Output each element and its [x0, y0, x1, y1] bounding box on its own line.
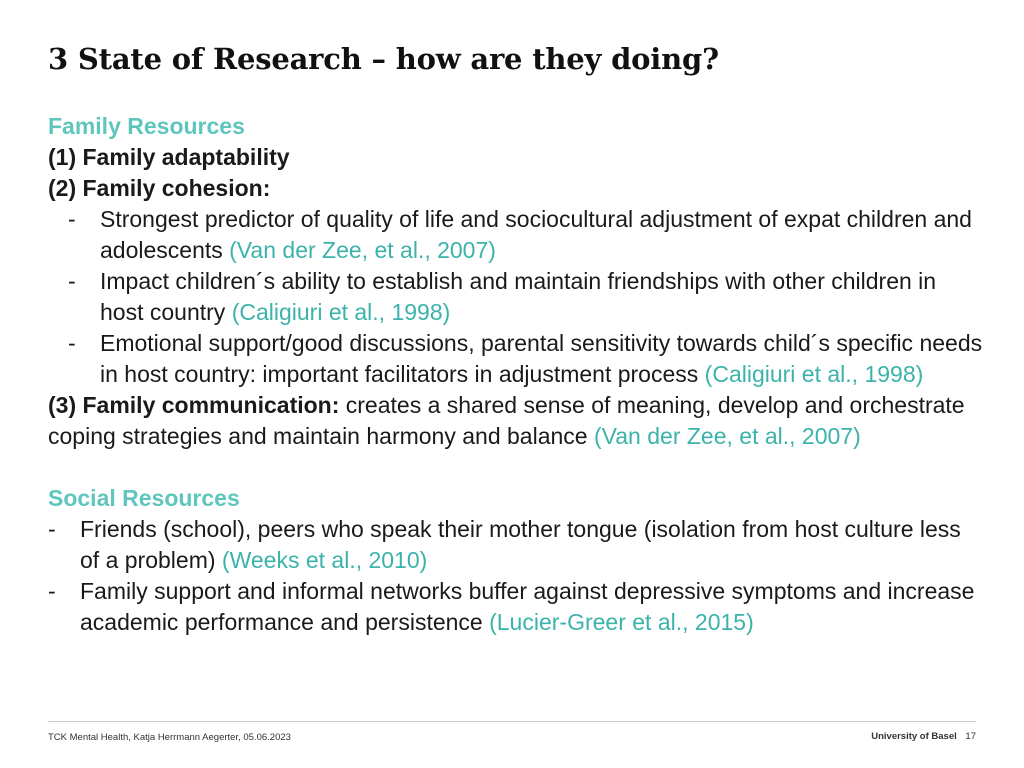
family-communication-text: creates a shared sense of meaning, develop and orchestrate coping strategies and maintain harmony and balance [48, 392, 965, 449]
footer-right [871, 731, 976, 742]
list-item [48, 576, 983, 638]
bullet-text: Family support and informal networks buffer against depressive symptoms and increase academic performance and persistence [80, 578, 975, 635]
citation: (Van der Zee, et al., 2007) [593, 423, 861, 449]
citation: (Weeks et al., 2010) [221, 547, 428, 573]
family-communication-label: (3) Family communication: [48, 392, 340, 418]
spacer [48, 452, 983, 483]
bullet-dash: - [68, 268, 76, 294]
bullet-text: Impact children´s ability to establish and maintain friendships with other children in host country [100, 268, 937, 325]
citation: (Caligiuri et al., 1998) [704, 361, 924, 387]
list-item [48, 514, 983, 576]
citation: (Van der Zee, et al., 2007) [229, 237, 496, 263]
bullet-text: Friends (school), peers who speak their mother tongue (isolation from host culture less of a problem) [80, 516, 961, 573]
citation: (Lucier-Greer et al., 2015) [489, 609, 754, 635]
citation: (Caligiuri et al., 1998) [231, 299, 451, 325]
list-item [48, 204, 983, 266]
bullet-dash: - [48, 516, 56, 542]
family-communication-item [48, 390, 983, 452]
list-item [48, 266, 983, 328]
page-number: 17 [965, 731, 976, 742]
footer-divider [48, 721, 976, 722]
bullet-text: Strongest predictor of quality of life and sociocultural adjustment of expat children and adolescents [100, 206, 972, 263]
slide-content [48, 111, 983, 638]
family-resources-heading: Family Resources [48, 113, 245, 139]
bullet-dash: - [68, 206, 76, 232]
family-cohesion-item: (2) Family cohesion: [48, 175, 271, 201]
slide-title: 3 State of Research – how are they doing? [48, 42, 719, 76]
social-resources-heading: Social Resources [48, 485, 240, 511]
bullet-dash: - [48, 578, 56, 604]
bullet-text: Emotional support/good discussions, parental sensitivity towards child´s specific needs in host country: important facilitators in adjustment process [100, 330, 983, 387]
university-name: University of Basel [871, 731, 957, 742]
bullet-dash: - [68, 330, 76, 356]
list-item [48, 328, 983, 390]
family-adaptability-item: (1) Family adaptability [48, 144, 290, 170]
footer-info: TCK Mental Health, Katja Herrmann Aegerter, 05.06.2023 [48, 732, 291, 743]
